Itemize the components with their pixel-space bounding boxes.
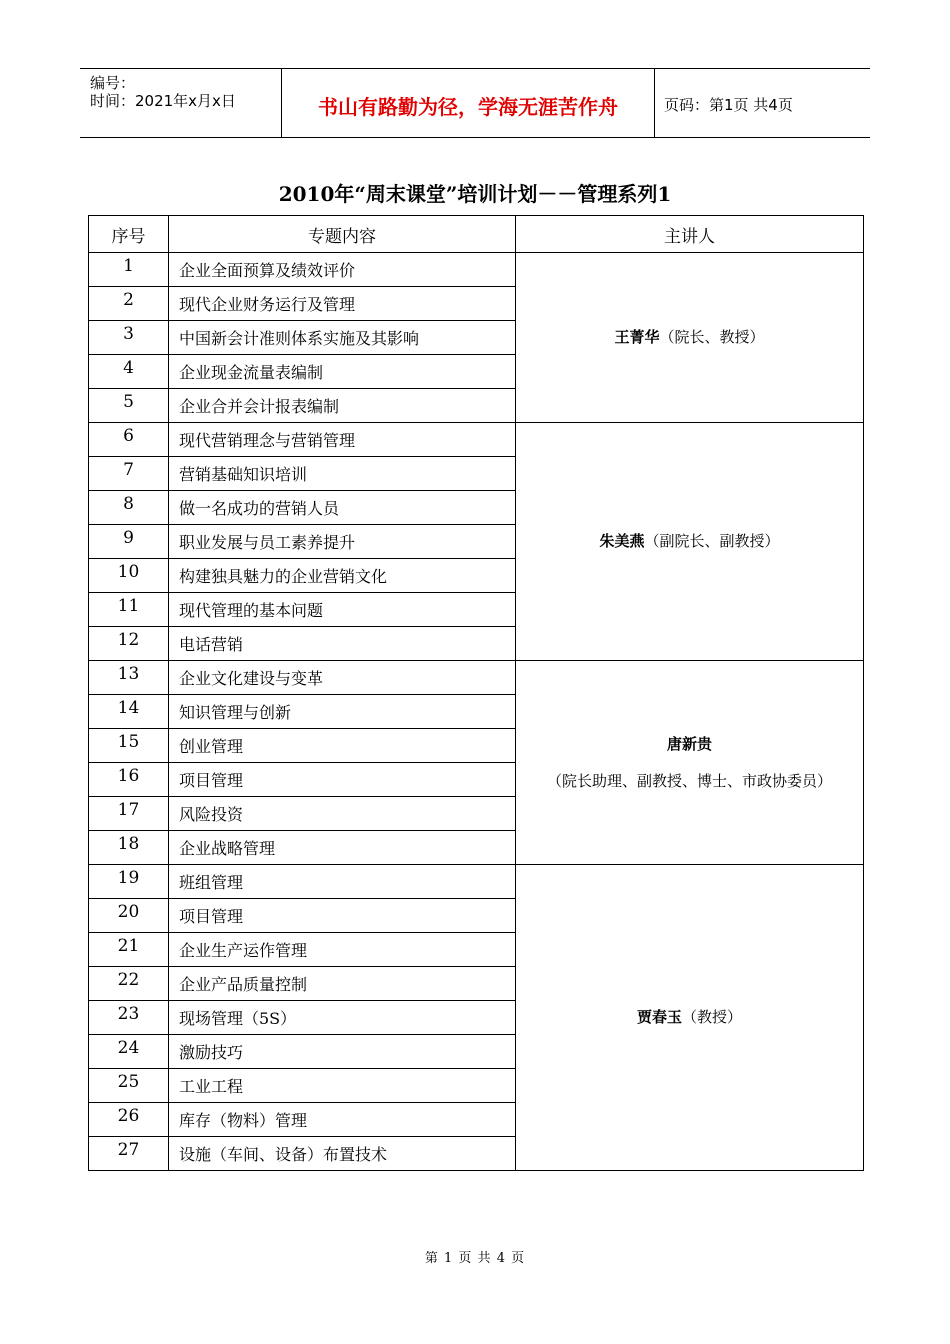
row-number: 16 [89,763,169,797]
row-number: 13 [89,661,169,695]
speaker-cell [516,423,864,661]
row-topic: 职业发展与员工素养提升 [169,525,516,559]
header-speaker: 主讲人 [516,216,864,253]
row-topic: 企业产品质量控制 [169,967,516,1001]
row-topic: 班组管理 [169,865,516,899]
row-topic: 企业文化建设与变革 [169,661,516,695]
speaker-title: （副院长、副教授） [644,532,780,550]
table-row [89,423,864,457]
row-topic: 激励技巧 [169,1035,516,1069]
row-number: 3 [89,321,169,355]
speaker-cell [516,865,864,1171]
row-topic: 企业战略管理 [169,831,516,865]
row-number: 4 [89,355,169,389]
row-topic: 构建独具魅力的企业营销文化 [169,559,516,593]
row-topic: 企业全面预算及绩效评价 [169,253,516,287]
row-number: 20 [89,899,169,933]
table-row [89,661,864,695]
row-number: 17 [89,797,169,831]
row-number: 19 [89,865,169,899]
row-topic: 现代管理的基本问题 [169,593,516,627]
speaker-cell [516,661,864,865]
page-info: 页码：第1页 共4页 [664,96,793,114]
row-topic: 项目管理 [169,763,516,797]
doc-date: 时间：2021年x月x日 [90,92,236,110]
speaker-name: 王菁华 [614,328,660,346]
row-topic: 创业管理 [169,729,516,763]
row-number: 27 [89,1137,169,1171]
speaker-name: 贾春玉 [636,1008,682,1026]
row-number: 1 [89,253,169,287]
row-number: 21 [89,933,169,967]
row-number: 22 [89,967,169,1001]
row-topic: 现代企业财务运行及管理 [169,287,516,321]
row-topic: 中国新会计准则体系实施及其影响 [169,321,516,355]
header-number: 序号 [89,216,169,253]
motto: 书山有路勤为径，学海无涯苦作舟 [318,95,618,119]
row-number: 26 [89,1103,169,1137]
table-body [89,253,864,1171]
header-info-cell [80,69,282,137]
speaker-name: 朱美燕 [599,532,645,550]
table-row [89,865,864,899]
speaker-title: （院长、教授） [659,328,765,346]
doc-code-label: 编号： [90,74,136,92]
header-motto-cell [282,69,655,137]
row-number: 10 [89,559,169,593]
row-number: 7 [89,457,169,491]
row-number: 18 [89,831,169,865]
row-topic: 工业工程 [169,1069,516,1103]
row-topic: 库存（物料）管理 [169,1103,516,1137]
row-topic: 营销基础知识培训 [169,457,516,491]
row-topic: 做一名成功的营销人员 [169,491,516,525]
header-page-cell [655,69,870,137]
speaker-cell [516,253,864,423]
row-number: 24 [89,1035,169,1069]
row-topic: 企业现金流量表编制 [169,355,516,389]
speaker-title: （教授） [682,1008,743,1026]
row-topic: 现代营销理念与营销管理 [169,423,516,457]
row-number: 6 [89,423,169,457]
page-header [80,68,870,138]
row-number: 11 [89,593,169,627]
page-footer: 第 1 页 共 4 页 [424,1251,526,1266]
header-topic: 专题内容 [169,216,516,253]
row-number: 5 [89,389,169,423]
row-number: 8 [89,491,169,525]
row-topic: 企业合并会计报表编制 [169,389,516,423]
row-number: 23 [89,1001,169,1035]
training-plan-table [88,215,864,1171]
row-number: 25 [89,1069,169,1103]
table-header-row [89,216,864,253]
row-topic: 现场管理（5S） [169,1001,516,1035]
row-topic: 企业生产运作管理 [169,933,516,967]
row-topic: 知识管理与创新 [169,695,516,729]
row-number: 2 [89,287,169,321]
speaker-name: 唐新贵 [666,734,712,753]
row-topic: 风险投资 [169,797,516,831]
table-row [89,253,864,287]
row-number: 14 [89,695,169,729]
document-title: 2010年“周末课堂”培训计划－－管理系列1 [278,182,672,206]
row-topic: 项目管理 [169,899,516,933]
row-topic: 电话营销 [169,627,516,661]
speaker-title: （院长助理、副教授、博士、市政协委员） [546,771,832,790]
row-number: 15 [89,729,169,763]
row-number: 9 [89,525,169,559]
row-topic: 设施（车间、设备）布置技术 [169,1137,516,1171]
row-number: 12 [89,627,169,661]
